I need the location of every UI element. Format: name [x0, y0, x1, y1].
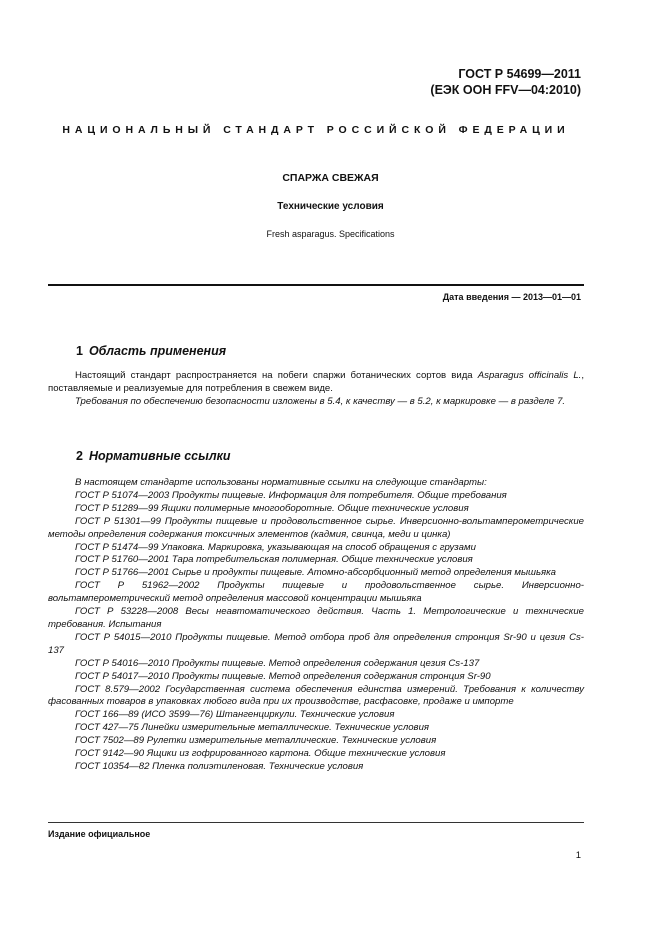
- introduction-date: Дата введения — 2013—01—01: [442, 292, 581, 302]
- footer-divider: [48, 822, 584, 823]
- latin-name: Asparagus officinalis L.: [477, 370, 582, 381]
- header-divider: [48, 284, 584, 286]
- document-subtitle: Технические условия: [277, 201, 384, 212]
- document-title: СПАРЖА СВЕЖАЯ: [282, 172, 379, 184]
- reference-item: ГОСТ Р 51474—99 Упаковка. Маркировка, указывающая на способ обращения с грузами: [75, 541, 476, 553]
- reference-item: ГОСТ Р 53228—2008 Весы неавтоматического действия. Часть 1. Метрологические и технические требования. Испытания: [48, 606, 584, 630]
- reference-item: ГОСТ Р 54017—2010 Продукты пищевые. Метод определения содержания стронция Sr-90: [75, 670, 491, 682]
- references-intro: В настоящем стандарте использованы нормативные ссылки на следующие стандарты:: [75, 477, 487, 488]
- section-1-heading: [76, 344, 226, 358]
- reference-item: ГОСТ 9142—90 Ящики из гофрированного картона. Общие технические условия: [75, 748, 446, 760]
- reference-item: ГОСТ Р 51301—99 Продукты пищевые и продовольственное сырье. Инверсионно-вольтамперометрические методы определения содержания токсичных элементов (кадмия, свинца, меди и цинка): [48, 515, 584, 540]
- reference-item: ГОСТ 8.579—2002 Государственная система обеспечения единства измерений. Требования к количеству фасованных товаров в упаковках любого вида при их производстве, расфасовке, продаже и импорте: [48, 683, 584, 708]
- standard-number: ГОСТ Р 54699—2011: [458, 67, 581, 81]
- english-title: Fresh asparagus. Specifications: [266, 229, 395, 239]
- reference-item: ГОСТ 7502—89 Рулетки измерительные металлические. Технические условия: [75, 735, 437, 747]
- reference-item: ГОСТ Р 54016—2010 Продукты пищевые. Метод определения содержания цезия Cs-137: [75, 657, 480, 669]
- section-2-number: 2: [76, 449, 83, 463]
- reference-item: ГОСТ Р 51766—2001 Сырье и продукты пищевые. Атомно-абсорбционный метод определения мышьяка: [75, 567, 557, 579]
- reference-item: ГОСТ Р 54015—2010 Продукты пищевые. Метод отбора проб для определения стронция Sr-90 и цезия Cs-137: [48, 631, 584, 656]
- section-1-body: [48, 369, 584, 408]
- unece-reference: (ЕЭК ООН FFV—04:2010): [430, 83, 581, 97]
- requirements-paragraph: Требования по обеспечению безопасности изложены в 5.4, к качеству — в 5.2, к маркировке — в разделе 7.: [75, 396, 566, 407]
- section-1-title: Область применения: [88, 344, 227, 358]
- standard-header: [430, 66, 581, 98]
- reference-item: ГОСТ 427—75 Линейки измерительные металлические. Технические условия: [75, 722, 430, 734]
- official-edition-label: Издание официальное: [48, 829, 151, 839]
- reference-item: ГОСТ Р 51760—2001 Тара потребительская полимерная. Общие технические условия: [75, 554, 473, 566]
- page-number: 1: [575, 850, 581, 861]
- reference-item: ГОСТ Р 51962—2002 Продукты пищевые и продовольственное сырье. Инверсионно-вольтамперометрический метод определения массовой концентрации мышьяка: [48, 580, 584, 605]
- scope-text-end: , поставляемые и реализуемые для потребления в свежем виде.: [48, 370, 585, 394]
- scope-paragraph: [48, 369, 584, 395]
- reference-item: ГОСТ 166—89 (ИСО 3599—76) Штангенциркули. Технические условия: [75, 709, 395, 721]
- section-2-title: Нормативные ссылки: [88, 449, 231, 463]
- national-standard-banner: НАЦИОНАЛЬНЫЙ СТАНДАРТ РОССИЙСКОЙ ФЕДЕРАЦИИ: [62, 124, 570, 136]
- scope-text: Настоящий стандарт распространяется на побеги спаржи ботанических сортов вида: [75, 370, 478, 381]
- reference-item: ГОСТ Р 51289—99 Ящики полимерные многооборотные. Общие технические условия: [75, 502, 469, 514]
- reference-item: ГОСТ 10354—82 Пленка полиэтиленовая. Технические условия: [75, 760, 364, 772]
- normative-references-list: [48, 477, 584, 774]
- section-2-heading: [76, 449, 231, 463]
- reference-item: ГОСТ Р 51074—2003 Продукты пищевые. Информация для потребителя. Общие требования: [75, 489, 507, 501]
- section-1-number: 1: [76, 344, 83, 358]
